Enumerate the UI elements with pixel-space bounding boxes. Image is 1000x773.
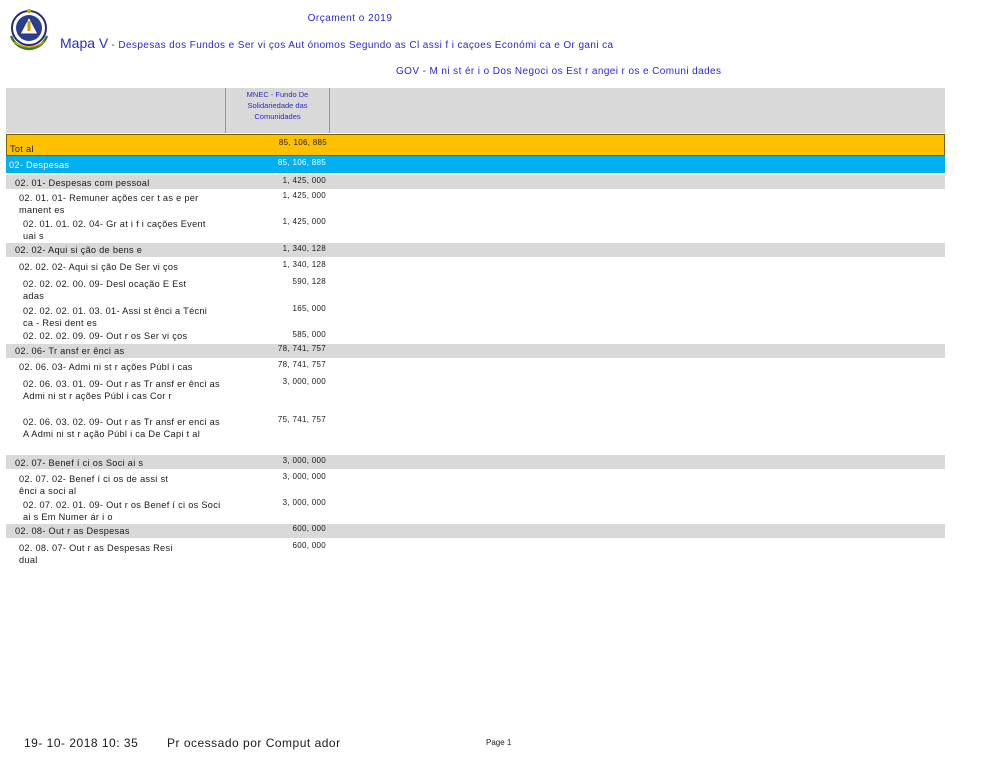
row-label: 02. 07. 02- Benef í ci os de assi st ênci a soci al: [19, 474, 169, 496]
table-row: [6, 276, 945, 302]
row-label: 02. 02. 02. 01. 03. 01- Assi st ênci a Técni ca - Resi dent es: [23, 306, 208, 328]
row-value: 3, 000, 000: [282, 472, 326, 481]
row-value: 85, 106, 885: [277, 158, 326, 167]
table-row: [6, 359, 945, 375]
footer-processed: Pr ocessado por Comput ador: [167, 736, 341, 750]
row-label: 02. 02. 02. 00. 09- Desl ocação E Est adas: [23, 279, 187, 301]
table-row: [6, 190, 945, 216]
row-value: 590, 128: [292, 277, 326, 286]
row-value: 3, 000, 000: [282, 456, 326, 465]
footer-date: 19- 10- 2018 10: 35: [24, 736, 139, 750]
map-subtitle: - Despesas dos Fundos e Ser vi ços Aut ónomos Segundo as Cl assi f i caçoes Económi ca e Or gani ca: [108, 40, 614, 51]
row-label: 02. 07. 02. 01. 09- Out r os Benef í ci os Soci ai s Em Numer ár i o: [23, 500, 221, 522]
row-label: 02. 01- Despesas com pessoal: [15, 178, 150, 188]
table-row: [6, 329, 945, 343]
row-value: 3, 000, 000: [282, 498, 326, 507]
table-header: [6, 88, 945, 133]
row-value: 1, 425, 000: [282, 191, 326, 200]
table-row: [6, 497, 945, 523]
table-row: [6, 303, 945, 329]
table-row: [6, 156, 945, 173]
map-title: [60, 35, 613, 53]
row-value: 75, 741, 757: [277, 415, 326, 424]
table-row: [6, 175, 945, 189]
row-label: 02. 01. 01- Remuner ações cer t as e per manent es: [19, 193, 199, 215]
table-row: [6, 540, 945, 568]
row-label: 02. 08- Out r as Despesas: [15, 526, 130, 536]
row-label: 02. 02. 02. 09. 09- Out r os Ser vi ços: [23, 331, 188, 341]
row-label: 02. 01. 01. 02. 04- Gr at i f i cações Event uai s: [23, 219, 206, 241]
table-row: [6, 258, 945, 274]
budget-title: Orçament o 2019: [307, 13, 393, 24]
row-value: 1, 340, 128: [282, 244, 326, 253]
row-value: 1, 340, 128: [282, 260, 326, 269]
row-value: 78, 741, 757: [277, 344, 326, 353]
row-value: 585, 000: [292, 330, 326, 339]
table-row: [6, 524, 945, 538]
row-value: 600, 000: [292, 524, 326, 533]
table-row: [6, 455, 945, 469]
row-label: 02. 06- Tr ansf er ênci as: [15, 346, 125, 356]
row-value: 3, 000, 000: [282, 377, 326, 386]
table-row: [6, 376, 945, 415]
row-value: 165, 000: [292, 304, 326, 313]
column-header-fund: MNEC - Fundo De Solidariedade das Comunidades: [225, 88, 330, 133]
row-label: 02. 08. 07- Out r as Despesas Resi dual: [19, 543, 173, 565]
row-label: 02. 02. 02- Aqui si ção De Ser vi ços: [19, 262, 179, 272]
map-label: Mapa V: [60, 35, 109, 51]
row-label: 02. 06. 03. 02. 09- Out r as Tr ansf er enci as A Admi ni st r ação Públ i ca De Capi t al: [23, 417, 220, 439]
ministry-title: GOV - M ni st ér i o Dos Negoci os Est r angei r os e Comuni dades: [396, 66, 722, 77]
row-value: 1, 425, 000: [282, 217, 326, 226]
row-value: 78, 741, 757: [277, 360, 326, 369]
row-label: 02. 07- Benef í ci os Soci ai s: [15, 458, 144, 468]
table-row-total: [6, 134, 945, 156]
table-row: [6, 471, 945, 497]
row-label: 02. 02- Aqui si ção de bens e: [15, 245, 143, 255]
table-row: [6, 344, 945, 358]
row-label: 02. 06. 03. 01. 09- Out r as Tr ansf er ênci as Admi ni st r ações Públ i cas Cor r: [23, 379, 220, 401]
row-value: 1, 425, 000: [282, 176, 326, 185]
footer-page: Page 1: [486, 738, 512, 747]
table-row: [6, 243, 945, 257]
row-value: 600, 000: [292, 541, 326, 550]
row-label: 02- Despesas: [9, 160, 70, 170]
row-label: Tot al: [10, 144, 34, 154]
row-label: 02. 06. 03- Admi ni st r ações Públ i cas: [19, 362, 193, 372]
table-row: [6, 414, 945, 454]
row-value: 85, 106, 885: [278, 138, 327, 147]
table-row: [6, 216, 945, 242]
